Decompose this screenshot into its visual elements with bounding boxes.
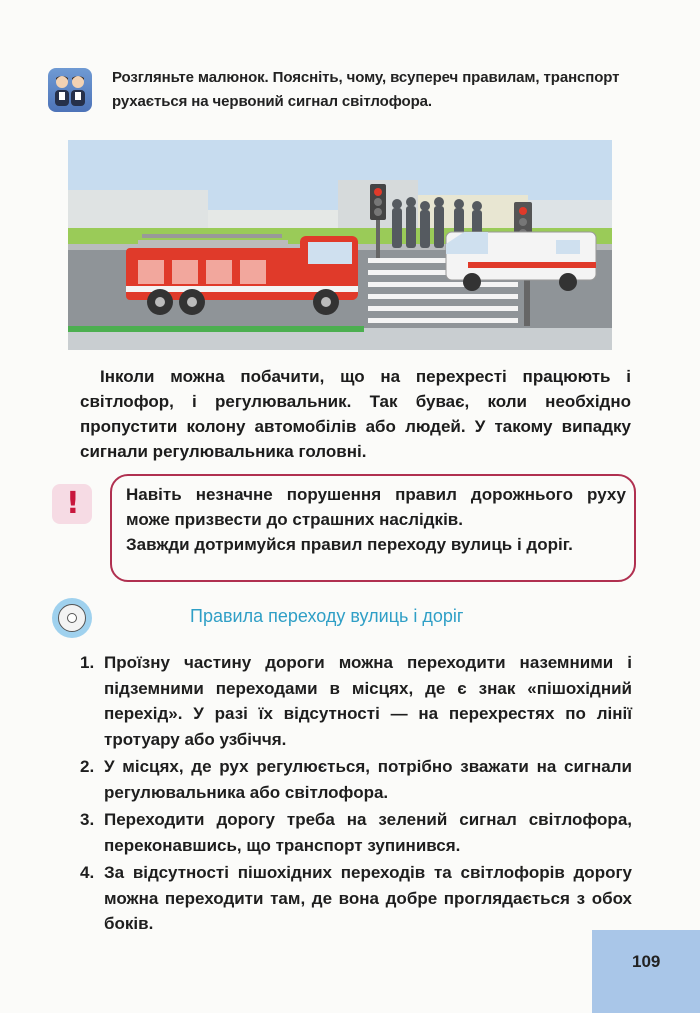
list-item: [80, 807, 632, 858]
rules-list: [80, 650, 632, 939]
list-item-text: За відсутності пішохідних переходів та світлофорів дорогу можна переходити там, де вона добре проглядається з обох боків.: [104, 863, 632, 933]
warning-line-2: Завжди дотримуйся правил переходу вулиць і доріг.: [126, 535, 573, 554]
list-item-text: Проїзну частину дороги можна переходити наземними і підземними переходами в місцях, де є знак «пішохідний перехід». У разі їх відсутності — на перехрестях по лінії тротуару або узбіччя.: [104, 653, 632, 749]
page-number: 109: [632, 952, 661, 971]
rules-title: Правила переходу вулиць і доріг: [190, 606, 464, 626]
list-item-text: Переходити дорогу треба на зелений сигнал світлофора, переконавшись, що транспорт зупинився.: [104, 810, 632, 855]
traffic-illustration: [68, 140, 612, 350]
list-item: [80, 650, 632, 752]
task-text: Розгляньте малюнок. Поясніть, чому, всупереч правилам, транспорт рухається на червоний сигнал світлофора.: [112, 69, 620, 110]
paragraph-text: Інколи можна побачити, що на перехресті працюють і світлофор, і регулювальник. Так буває, коли необхідно пропустити колону автомобілів або людей. У такому випадку сигнали регулювальника головні.: [80, 367, 631, 461]
warning-box: [110, 474, 636, 582]
warning-line-1: Навіть незначне порушення правил дорожнього руху може призвести до страшних наслідків.: [126, 485, 626, 529]
list-item-text: У місцях, де рух регулюється, потрібно зважати на сигнали регулювальника або світлофора.: [104, 757, 632, 802]
disc-icon: [52, 598, 92, 638]
list-item-number: 3.: [80, 810, 95, 829]
list-item: [80, 860, 632, 937]
children-icon: [48, 68, 92, 112]
list-item-number: 1.: [80, 653, 95, 672]
list-item-number: 2.: [80, 757, 95, 776]
list-item-number: 4.: [80, 863, 95, 882]
exclamation-icon: !: [52, 484, 92, 524]
list-item: [80, 754, 632, 805]
intro-paragraph: [80, 364, 631, 464]
